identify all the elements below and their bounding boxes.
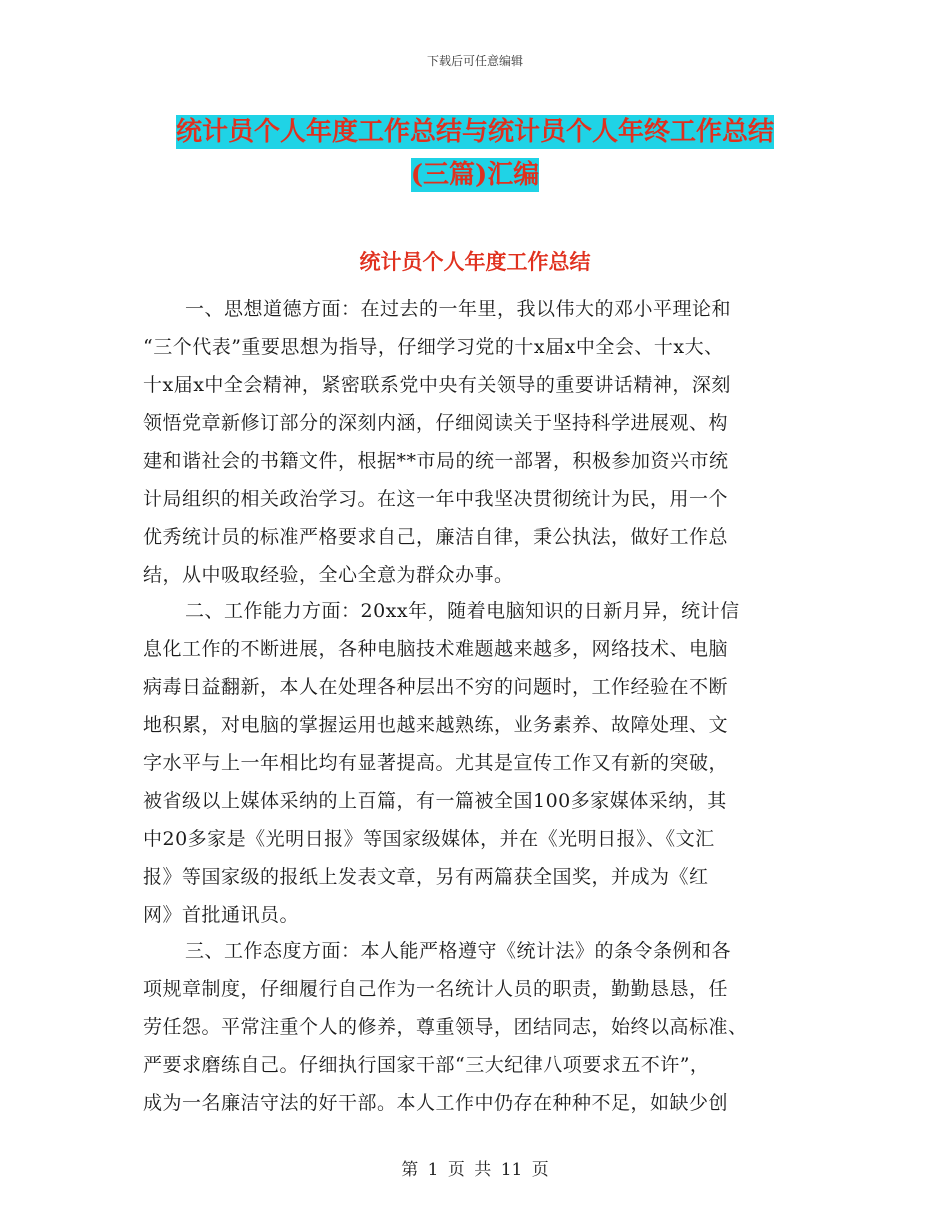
document-title-line-1 [0,110,950,154]
paragraph-line: 领悟党章新修订部分的深刻内涵，仔细阅读关于坚持科学进展观、构 [143,412,729,434]
section-heading: 统计员个人年度工作总结 [359,249,591,274]
paragraph-line: 被省级以上媒体采纳的上百篇，有一篇被全国100多家媒体采纳，其 [143,790,727,812]
paragraph-line: 报》等国家级的报纸上发表文章，另有两篇获全国奖，并成为《红 [143,866,709,888]
page-number-footer: 第 1 页 共 11 页 [401,1160,549,1180]
paragraph-line: 严要求磨练自己。仔细执行国家干部“三大纪律八项要求五不许”， [143,1054,710,1076]
paragraph-line: 计局组织的相关政治学习。在这一年中我坚决贯彻统计为民，用一个 [143,488,729,510]
paragraph-line: 字水平与上一年相比均有显著提高。尤其是宣传工作又有新的突破， [143,752,729,774]
paragraph-line: 息化工作的不断进展，各种电脑技术难题越来越多，网络技术、电脑 [143,638,729,660]
paragraph-line: 十x届x中全会精神，紧密联系党中央有关领导的重要讲话精神，深刻 [143,374,731,396]
paragraph-line: 二、工作能力方面：20xx年，随着电脑知识的日新月异，统计信 [185,600,740,622]
paragraph-line: 病毒日益翻新，本人在处理各种层出不穷的问题时，工作经验在不断 [143,676,729,698]
paragraph-line: 项规章制度，仔细履行自己作为一名统计人员的职责，勤勤恳恳，任 [143,978,729,1000]
paragraph-line: 结，从中吸取经验，全心全意为群众办事。 [143,564,514,586]
paragraph-line: 一、思想道德方面：在过去的一年里，我以伟大的邓小平理论和 [185,298,732,320]
paragraph-line: “三个代表”重要思想为指导，仔细学习党的十x届x中全会、十x大、 [143,336,724,358]
document-title-text-1: 统计员个人年度工作总结与统计员个人年终工作总结 [175,117,774,147]
paragraph-thought-morality [143,290,813,594]
document-title-line-2 [0,153,950,197]
paragraph-line: 劳任怨。平常注重个人的修养，尊重领导，团结同志，始终以高标准、 [143,1016,748,1038]
paragraph-line: 网》首批通讯员。 [143,904,300,926]
paragraph-line: 地积累，对电脑的掌握运用也越来越熟练，业务素养、故障处理、文 [143,714,729,736]
paragraph-line: 中20多家是《光明日报》等国家级媒体，并在《光明日报》、《文汇 [143,828,715,850]
paragraph-work-ability [143,592,813,934]
paragraph-line: 优秀统计员的标准严格要求自己，廉洁自律，秉公执法，做好工作总 [143,526,729,548]
header-note: 下载后可任意编辑 [426,54,523,68]
paragraph-line: 成为一名廉洁守法的好干部。本人工作中仍存在种种不足，如缺少创 [143,1092,729,1114]
document-title-text-2: (三篇)汇编 [410,160,540,190]
paragraph-line: 三、工作态度方面：本人能严格遵守《统计法》的条令条例和各 [185,940,732,962]
paragraph-work-attitude [143,932,813,1122]
paragraph-line: 建和谐社会的书籍文件，根据**市局的统一部署，积极参加资兴市统 [143,450,729,472]
